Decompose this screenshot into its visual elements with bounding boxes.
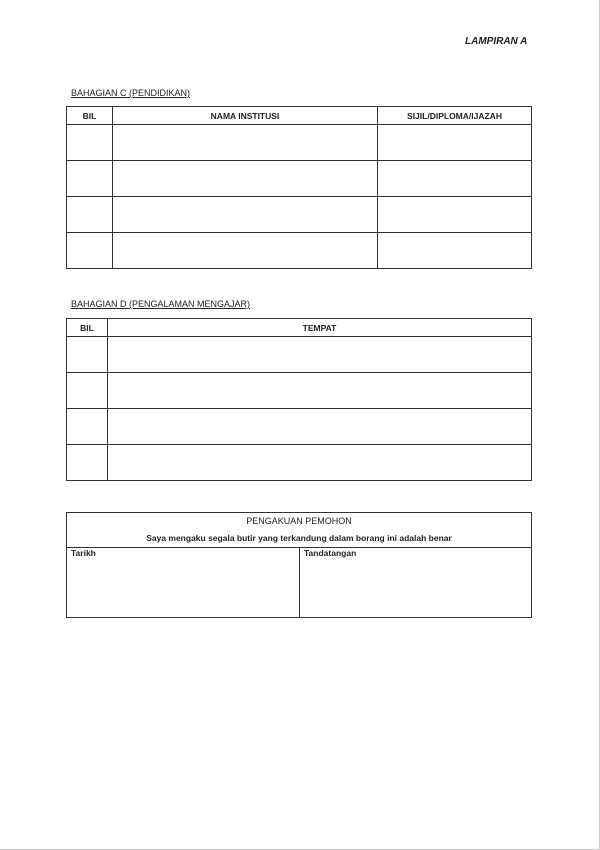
column-header: BIL bbox=[67, 319, 108, 337]
column-header: SIJIL/DIPLOMA/IJAZAH bbox=[378, 107, 532, 125]
signature-label: Tandatangan bbox=[304, 548, 357, 558]
institution-cell[interactable] bbox=[113, 197, 378, 233]
table-row bbox=[67, 409, 532, 445]
certificate-cell[interactable] bbox=[378, 161, 532, 197]
declaration-title: PENGAKUAN PEMOHON bbox=[67, 513, 532, 530]
table-row bbox=[67, 337, 532, 373]
bil-cell[interactable] bbox=[67, 233, 113, 269]
bil-cell[interactable] bbox=[67, 125, 113, 161]
bil-cell[interactable] bbox=[67, 373, 108, 409]
table-row bbox=[67, 125, 532, 161]
column-header: BIL bbox=[67, 107, 113, 125]
place-cell[interactable] bbox=[108, 445, 532, 481]
certificate-cell[interactable] bbox=[378, 233, 532, 269]
declaration-table bbox=[66, 512, 532, 618]
institution-cell[interactable] bbox=[113, 161, 378, 197]
teaching-experience-table bbox=[66, 318, 532, 481]
table-header-row bbox=[67, 107, 532, 125]
table-row bbox=[67, 161, 532, 197]
table-row bbox=[67, 233, 532, 269]
column-header: TEMPAT bbox=[108, 319, 532, 337]
annex-label: LAMPIRAN A bbox=[465, 36, 528, 47]
table-row bbox=[67, 373, 532, 409]
column-header: NAMA INSTITUSI bbox=[113, 107, 378, 125]
table-row bbox=[67, 445, 532, 481]
education-table bbox=[66, 106, 532, 269]
place-cell[interactable] bbox=[108, 337, 532, 373]
certificate-cell[interactable] bbox=[378, 197, 532, 233]
table-row bbox=[67, 197, 532, 233]
signature-field[interactable] bbox=[300, 548, 532, 618]
place-cell[interactable] bbox=[108, 373, 532, 409]
section-c-title: BAHAGIAN C (PENDIDIKAN) bbox=[71, 88, 191, 98]
bil-cell[interactable] bbox=[67, 161, 113, 197]
bil-cell[interactable] bbox=[67, 409, 108, 445]
declaration-statement: Saya mengaku segala butir yang terkandung dalam borang ini adalah benar bbox=[67, 529, 532, 548]
bil-cell[interactable] bbox=[67, 445, 108, 481]
place-cell[interactable] bbox=[108, 409, 532, 445]
section-d-title: BAHAGIAN D (PENGALAMAN MENGAJAR) bbox=[71, 299, 251, 309]
bil-cell[interactable] bbox=[67, 337, 108, 373]
certificate-cell[interactable] bbox=[378, 125, 532, 161]
institution-cell[interactable] bbox=[113, 233, 378, 269]
date-field[interactable] bbox=[67, 548, 300, 618]
table-header-row bbox=[67, 319, 532, 337]
date-label: Tarikh bbox=[71, 548, 96, 558]
institution-cell[interactable] bbox=[113, 125, 378, 161]
bil-cell[interactable] bbox=[67, 197, 113, 233]
